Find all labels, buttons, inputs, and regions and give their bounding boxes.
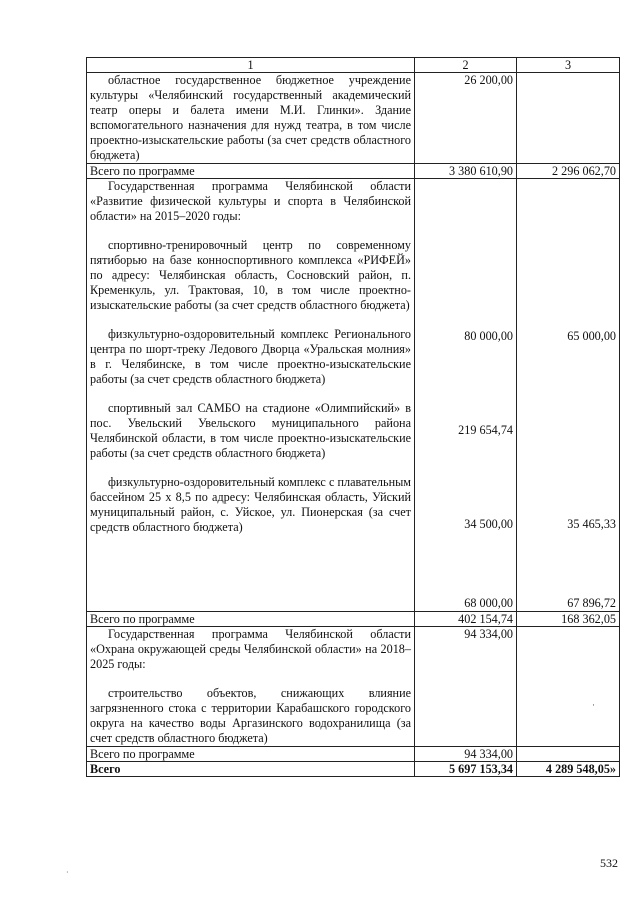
row-value-col3: 2 296 062,70 xyxy=(517,164,620,179)
row-value-col3 xyxy=(517,627,620,747)
item-value: 80 000,00 xyxy=(464,329,513,343)
row-values-col3 xyxy=(517,179,620,612)
row-label: Всего по программе xyxy=(87,164,415,179)
program-title: Государственная программа Челябинской области «Охрана окружающей среды Челябинской области» на 2018–2025 годы: xyxy=(90,627,411,671)
item-value: 219 654,74 xyxy=(458,423,513,437)
row-value-col3: 4 289 548,05» xyxy=(517,762,620,777)
item-value: 65 000,00 xyxy=(567,329,616,343)
spacer xyxy=(418,179,513,329)
column-header-3: 3 xyxy=(517,58,620,73)
row-value-col2: 5 697 153,34 xyxy=(415,762,517,777)
row-value-col2: 402 154,74 xyxy=(415,612,517,627)
spacer xyxy=(520,179,616,329)
row-label: Всего по программе xyxy=(87,747,415,762)
stray-mark: · xyxy=(66,868,69,877)
row-description xyxy=(87,73,415,164)
spacer xyxy=(520,344,616,438)
spacer xyxy=(418,532,513,596)
row-value-col3 xyxy=(517,747,620,762)
table-row-program-total xyxy=(87,747,620,762)
item-text: спортивный зал САМБО на стадионе «Олимпийский» в пос. Увельский Увельского муниципального района Челябинской области, в том числе проектно-изыскательские работы (за счет средств областного бюджета) xyxy=(90,401,411,460)
item-text: физкультурно-оздоровительный комплекс Регионального центра по шорт-треку Ледового Дворца «Уральская молния» в г. Челябинске, в том числе проектно-изыскательские работы (за счет средств областного бюджета) xyxy=(90,327,411,386)
table-row-theatre xyxy=(87,73,620,164)
row-label: Всего xyxy=(87,762,415,777)
item-value: 35 465,33 xyxy=(567,517,616,531)
column-header-1: 1 xyxy=(87,58,415,73)
item-text: строительство объектов, снижающих влияние загрязненного стока с территории Карабашского городского округа на качество воды Аргазинского водохранилища (за счет средств областного бюджета) xyxy=(90,686,411,745)
program-title: Государственная программа Челябинской области «Развитие физической культуры и спорта в Челябинской области» на 2015–2020 годы: xyxy=(90,179,411,223)
row-value-col2: 3 380 610,90 xyxy=(415,164,517,179)
table-row-grand-total xyxy=(87,762,620,777)
table-header-row xyxy=(87,58,620,73)
item-text: областное государственное бюджетное учреждение культуры «Челябинский государственный академический театр оперы и балета имени М.И. Глинки». Здание вспомогательного назначения для нужд театра, в том числе проектно-изыскательские работы (за счет средств областного бюджета) xyxy=(90,73,411,162)
item-text: спортивно-тренировочный центр по современному пятиборью на базе конноспортивного комплекса «РИФЕЙ» по адресу: Челябинская область, Сосновский район, п. Кременкуль, ул. Трактовая, 10, в том числе проектно-изыскательские работы (за счет средств областного бюджета) xyxy=(90,238,411,312)
table-row-program-total xyxy=(87,612,620,627)
page-number: 532 xyxy=(600,856,618,870)
row-value-col2: 26 200,00 xyxy=(415,73,517,164)
item-value: 34 500,00 xyxy=(464,517,513,531)
budget-table xyxy=(86,57,620,777)
row-values-col2 xyxy=(415,179,517,612)
spacer xyxy=(520,532,616,596)
row-value-col2: 94 334,00 xyxy=(415,747,517,762)
table-row-program-total xyxy=(87,164,620,179)
row-value-col3 xyxy=(517,73,620,164)
stray-mark: · xyxy=(592,700,595,710)
row-label: Всего по программе xyxy=(87,612,415,627)
item-value: 67 896,72 xyxy=(567,596,616,610)
item-value: 68 000,00 xyxy=(464,596,513,610)
row-value-col2: 94 334,00 xyxy=(415,627,517,747)
table-row-program-ecology xyxy=(87,627,620,747)
table-row-program-sport xyxy=(87,179,620,612)
item-text: физкультурно-оздоровительный комплекс с плавательным бассейном 25 х 8,5 по адресу: Челябинская область, Уйский муниципальный район, с. Уйское, ул. Пионерская (за счет средств областного бюджета) xyxy=(90,475,411,534)
row-description xyxy=(87,179,415,612)
row-value-col3: 168 362,05 xyxy=(517,612,620,627)
spacer xyxy=(418,438,513,517)
spacer xyxy=(418,344,513,423)
column-header-2: 2 xyxy=(415,58,517,73)
spacer xyxy=(520,438,616,517)
row-description xyxy=(87,627,415,747)
